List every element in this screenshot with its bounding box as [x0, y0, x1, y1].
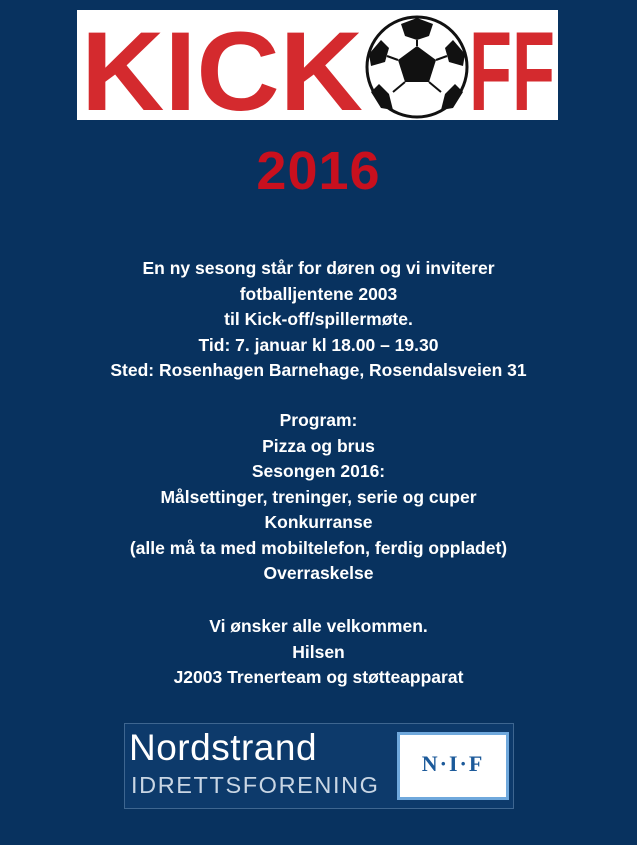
- program-item: Pizza og brus: [262, 435, 375, 456]
- program-item: Målsettinger, treninger, serie og cuper: [160, 486, 477, 507]
- program-heading: Program:: [279, 410, 358, 430]
- kickoff-logo-graphic: [77, 9, 558, 134]
- intro-line: En ny sesong står for døren og vi inviterer: [142, 258, 495, 278]
- location-line: Sted: Rosenhagen Barnehage, Rosendalsveien 31: [110, 360, 527, 380]
- intro-line: til Kick-off/spillermøte.: [224, 309, 413, 329]
- event-year: 2016: [256, 141, 381, 201]
- kickoff-logo: [77, 9, 558, 134]
- greeting-line: Hilsen: [292, 641, 345, 662]
- program-item: Konkurranse: [264, 512, 373, 532]
- logo-text-ff: FF: [469, 9, 555, 134]
- intro-line: fotballjentene 2003: [239, 283, 398, 304]
- club-subtitle: IDRETTSFORENING: [131, 772, 380, 798]
- welcome-line: Vi ønsker alle velkommen.: [209, 616, 428, 636]
- football-icon: [367, 17, 467, 117]
- logo-text-kick: KICK: [81, 9, 363, 134]
- nif-badge: [397, 732, 509, 800]
- program-section: [0, 408, 637, 587]
- invitation-text: [0, 256, 637, 384]
- nif-badge-text: N·I·F: [421, 751, 485, 776]
- program-item: Overraskelse: [263, 563, 374, 583]
- time-line: Tid: 7. januar kl 18.00 – 19.30: [198, 334, 439, 355]
- club-name: Nordstrand: [129, 727, 318, 768]
- signature-line: J2003 Trenerteam og støtteapparat: [173, 667, 464, 687]
- closing-section: [0, 614, 637, 691]
- program-item: Sesongen 2016:: [251, 461, 386, 481]
- program-item: (alle må ta med mobiltelefon, ferdig oppladet): [129, 537, 508, 558]
- club-logo: [124, 723, 514, 809]
